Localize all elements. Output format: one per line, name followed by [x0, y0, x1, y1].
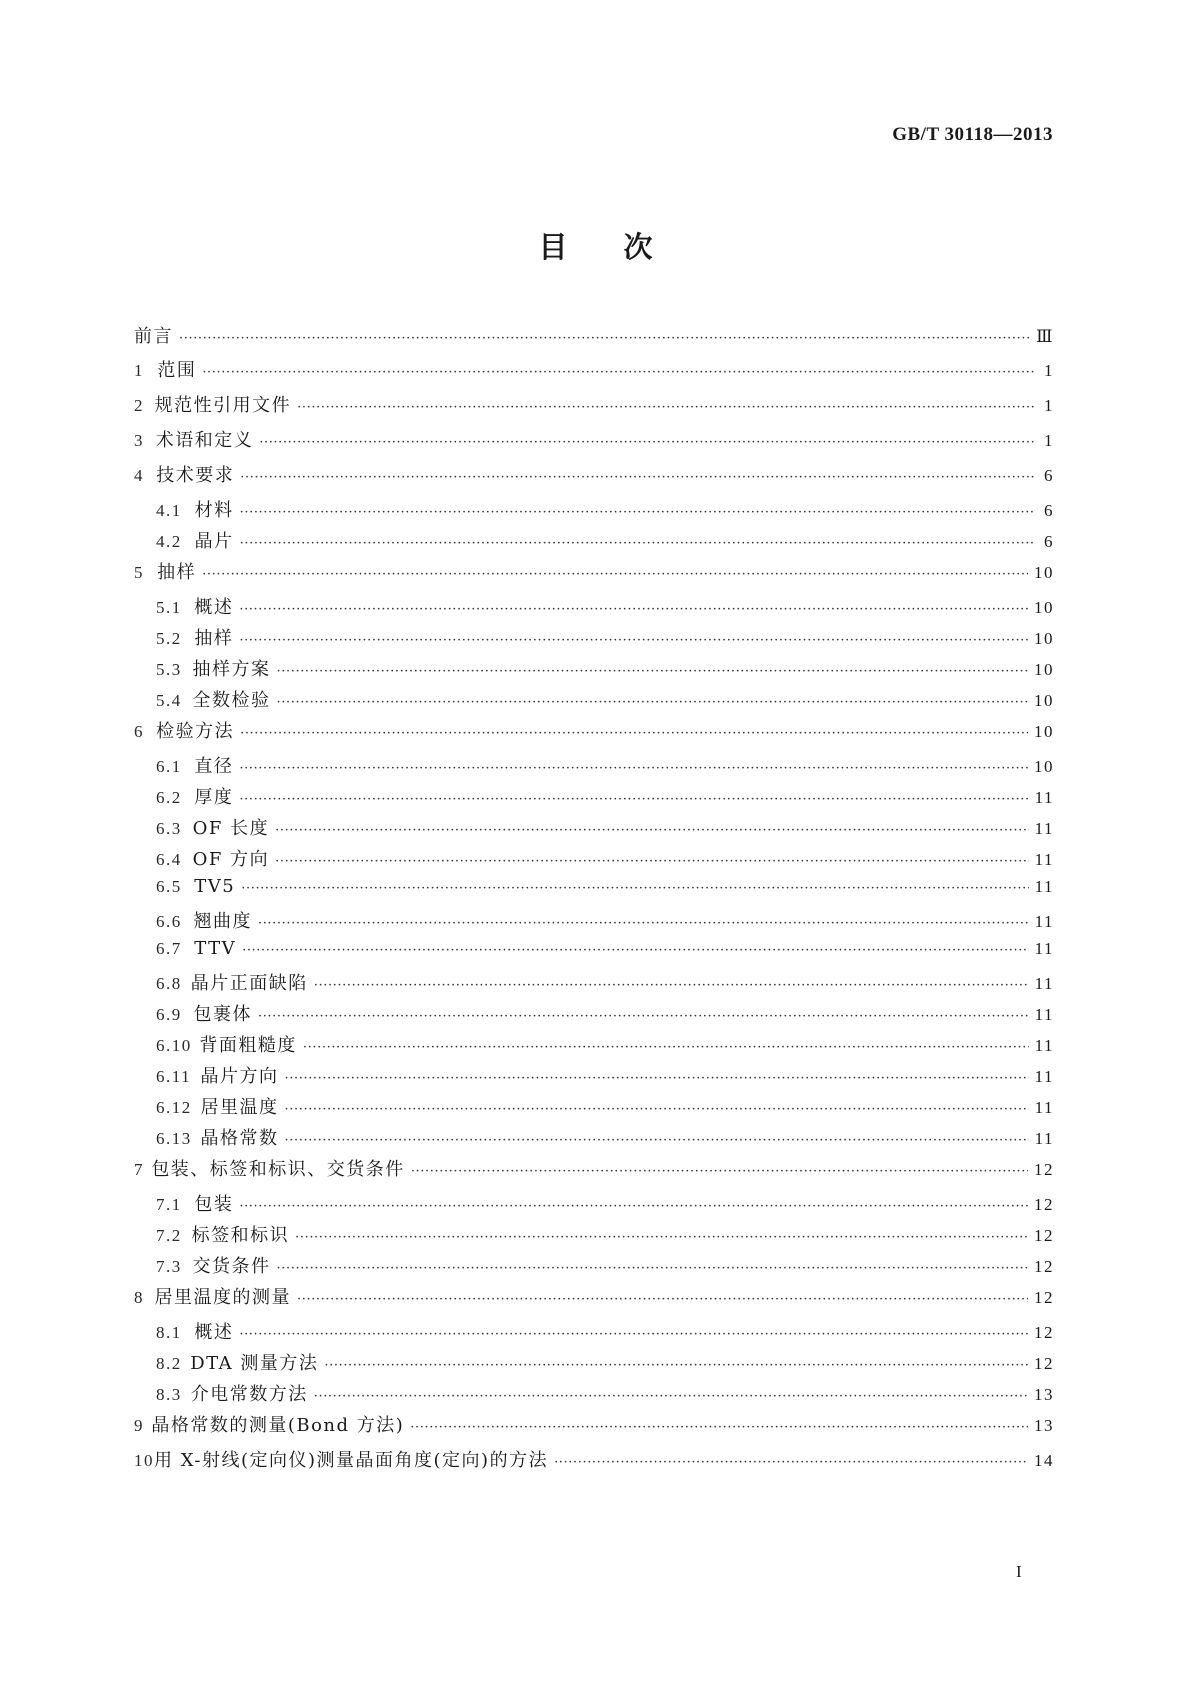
toc-entry-title: 晶片: [194, 531, 234, 552]
toc-entry[interactable]: [134, 558, 1054, 593]
dot-leader: [303, 1040, 1029, 1055]
dot-leader: [239, 761, 1028, 776]
toc-entry-number: 7.1: [156, 1195, 182, 1214]
toc-entry-number: 5: [134, 563, 144, 582]
dot-leader: [410, 1420, 1028, 1435]
toc-entry-number: 5.2: [156, 629, 182, 648]
dot-leader: [202, 567, 1028, 582]
toc-entry-page: 10: [1034, 691, 1054, 710]
toc-entry-page: 12: [1034, 1288, 1054, 1307]
dot-leader: [285, 1102, 1029, 1117]
toc-entry-title: 抽样: [157, 562, 197, 583]
toc-entry-title: 前言: [134, 326, 173, 347]
toc-entry-title: 包裹体: [193, 1004, 252, 1025]
toc-entry-number: 8: [134, 1288, 144, 1307]
toc-entry[interactable]: [134, 1124, 1054, 1155]
dot-leader: [179, 331, 1030, 346]
toc-entry[interactable]: [134, 1190, 1054, 1221]
toc-entry-page: 11: [1034, 850, 1054, 869]
toc-entry-title: 规范性引用文件: [154, 395, 292, 416]
toc-entry-page: 12: [1034, 1195, 1054, 1214]
toc-entry-page: 14: [1034, 1451, 1054, 1470]
toc-entry-page: 1: [1044, 361, 1054, 380]
dot-leader: [240, 470, 1034, 485]
toc-entry-title: DTA 测量方法: [190, 1353, 319, 1374]
toc-entry-number: 6.7: [156, 939, 182, 958]
toc-entry-page: 12: [1034, 1354, 1054, 1373]
dot-leader: [258, 1009, 1029, 1024]
toc-entry-number: 6.2: [156, 788, 182, 807]
toc-entry[interactable]: [134, 1155, 1054, 1190]
toc-entry-title: 直径: [194, 756, 234, 777]
toc-entry[interactable]: [134, 593, 1054, 624]
toc-entry-page: 1: [1044, 396, 1054, 415]
dot-leader: [324, 1358, 1028, 1373]
toc-entry-number: 4: [134, 466, 144, 485]
toc-entry-number: 9: [134, 1416, 144, 1435]
toc-entry-title: 标签和标识: [191, 1225, 290, 1246]
toc-entry[interactable]: [134, 426, 1054, 461]
toc-entry-title: 晶格常数的测量(Bond 方法): [151, 1415, 405, 1436]
toc-entry-number: 8.1: [156, 1323, 182, 1342]
toc-entry[interactable]: [134, 845, 1054, 876]
toc-entry-title: 材料: [194, 500, 234, 521]
toc-entry-number: 6.6: [156, 912, 182, 931]
toc-entry-title: TV5: [194, 876, 236, 897]
toc-entry[interactable]: [134, 1093, 1054, 1124]
toc-entry-page: Ⅲ: [1036, 327, 1054, 346]
toc-entry-title: 居里温度的测量: [154, 1287, 291, 1308]
dot-leader: [239, 602, 1028, 617]
toc-entry[interactable]: [134, 1221, 1054, 1252]
dot-leader: [241, 881, 1028, 896]
toc-entry-page: 10: [1034, 660, 1054, 679]
toc-entry-number: 8.3: [156, 1385, 182, 1404]
dot-leader: [277, 664, 1028, 679]
toc-entry-number: 5.1: [156, 598, 182, 617]
toc-entry-number: 6.11: [156, 1067, 192, 1086]
toc-entry-page: 11: [1034, 1067, 1054, 1086]
toc-entry[interactable]: [134, 322, 1054, 356]
standard-code: GB/T 30118—2013: [892, 124, 1053, 145]
toc-entry-number: 5.4: [156, 691, 182, 710]
toc-entry-title: 翘曲度: [193, 911, 252, 932]
toc-entry-number: 7.3: [156, 1257, 182, 1276]
dot-leader: [240, 505, 1034, 520]
toc-entry-number: 2: [134, 396, 144, 415]
toc-entry[interactable]: [134, 876, 1054, 907]
toc-entry-page: 10: [1034, 629, 1054, 648]
toc-entry-page: 6: [1044, 532, 1054, 551]
toc-entry-title: 晶格常数: [200, 1128, 279, 1149]
dot-leader: [239, 1199, 1028, 1214]
toc-entry-number: 7: [134, 1160, 144, 1179]
toc-entry-page: 1: [1044, 431, 1054, 450]
toc-entry-page: 10: [1034, 598, 1054, 617]
toc-entry-page: 11: [1034, 939, 1054, 958]
toc-entry-title: 晶片正面缺陷: [190, 973, 308, 994]
toc-entry-number: 10: [134, 1451, 154, 1470]
toc-entry-number: 6.10: [156, 1036, 192, 1055]
toc-entry-page: 10: [1034, 722, 1054, 741]
toc-entry-page: 11: [1034, 1036, 1054, 1055]
toc-entry-page: 11: [1034, 912, 1054, 931]
toc-entry-title: 用 X-射线(定向仪)测量晶面角度(定向)的方法: [154, 1450, 549, 1471]
toc-entry-number: 6.8: [156, 974, 182, 993]
toc-entry-page: 6: [1044, 501, 1054, 520]
toc-entry-number: 6.4: [156, 850, 182, 869]
toc-entry[interactable]: [134, 391, 1054, 426]
toc-entry-title: 技术要求: [156, 465, 235, 486]
toc-entry-page: 10: [1034, 757, 1054, 776]
toc-entry-page: 11: [1034, 819, 1054, 838]
toc-entry[interactable]: [134, 1000, 1054, 1031]
toc-entry-title: 介电常数方法: [190, 1384, 308, 1405]
toc-entry-page: 12: [1034, 1257, 1054, 1276]
dot-leader: [239, 1327, 1028, 1342]
toc-entry-title: 晶片方向: [200, 1066, 279, 1087]
dot-leader: [242, 943, 1029, 958]
dot-leader: [295, 1230, 1028, 1245]
dot-leader: [275, 823, 1029, 838]
toc-entry-number: 6.12: [156, 1098, 192, 1117]
toc-entry[interactable]: [134, 624, 1054, 655]
toc-entry[interactable]: [134, 1349, 1054, 1380]
toc-entry[interactable]: [134, 1283, 1054, 1318]
dot-leader: [240, 726, 1028, 741]
toc-entry-title: 概述: [194, 597, 234, 618]
toc-entry[interactable]: [134, 356, 1054, 391]
dot-leader: [239, 633, 1028, 648]
dot-leader: [202, 365, 1034, 380]
toc-entry[interactable]: [134, 814, 1054, 845]
toc-entry-title: 背面粗糙度: [199, 1035, 297, 1056]
table-of-contents: [134, 322, 1054, 1481]
dot-leader: [285, 1133, 1029, 1148]
toc-entry-title: 检验方法: [156, 721, 235, 742]
dot-leader: [314, 1389, 1028, 1404]
toc-entry-title: 抽样方案: [192, 659, 271, 680]
toc-entry[interactable]: [134, 686, 1054, 717]
toc-entry-title: OF 方向: [192, 849, 270, 870]
dot-leader: [297, 400, 1034, 415]
toc-entry[interactable]: [134, 907, 1054, 938]
toc-entry[interactable]: [134, 1446, 1054, 1481]
toc-entry[interactable]: [134, 1252, 1054, 1283]
toc-entry-number: 3: [134, 431, 144, 450]
toc-entry-title: 范围: [157, 360, 197, 381]
toc-entry[interactable]: [134, 527, 1054, 558]
toc-entry-page: 12: [1034, 1160, 1054, 1179]
dot-leader: [314, 978, 1029, 993]
dot-leader: [297, 1292, 1028, 1307]
toc-entry-title: OF 长度: [192, 818, 270, 839]
toc-entry-number: 7.2: [156, 1226, 182, 1245]
toc-entry-title: 居里温度: [200, 1097, 279, 1118]
toc-entry-number: 4.1: [156, 501, 182, 520]
toc-entry-page: 13: [1034, 1385, 1054, 1404]
toc-entry[interactable]: [134, 1031, 1054, 1062]
toc-entry[interactable]: [134, 938, 1054, 969]
toc-entry-title: 抽样: [194, 628, 234, 649]
toc-entry-page: 11: [1034, 1129, 1054, 1148]
toc-entry-page: 11: [1034, 1005, 1054, 1024]
toc-entry[interactable]: [134, 717, 1054, 752]
toc-entry-number: 6: [134, 722, 144, 741]
dot-leader: [275, 854, 1029, 869]
toc-entry-title: 厚度: [194, 787, 234, 808]
toc-entry-title: 包装、标签和标识、交货条件: [151, 1159, 405, 1180]
toc-entry-title: 术语和定义: [155, 430, 254, 451]
dot-leader: [239, 792, 1028, 807]
dot-leader: [258, 916, 1029, 931]
toc-entry-number: 6.13: [156, 1129, 192, 1148]
toc-entry-number: 8.2: [156, 1354, 182, 1373]
dot-leader: [554, 1455, 1028, 1470]
toc-entry-page: 12: [1034, 1226, 1054, 1245]
toc-entry-page: 11: [1034, 1098, 1054, 1117]
toc-entry-page: 10: [1034, 563, 1054, 582]
dot-leader: [411, 1164, 1028, 1179]
toc-entry[interactable]: [134, 1062, 1054, 1093]
toc-entry[interactable]: [134, 969, 1054, 1000]
page-number: I: [1016, 1562, 1022, 1581]
toc-entry[interactable]: [134, 461, 1054, 496]
toc-entry-title: TTV: [194, 938, 237, 959]
toc-entry[interactable]: [134, 1411, 1054, 1446]
dot-leader: [277, 695, 1028, 710]
toc-entry[interactable]: [134, 655, 1054, 686]
toc-entry-title: 概述: [194, 1322, 234, 1343]
toc-entry-title: 全数检验: [192, 690, 271, 711]
toc-entry-page: 12: [1034, 1323, 1054, 1342]
toc-entry-title: 包装: [194, 1194, 234, 1215]
dot-leader: [285, 1071, 1029, 1086]
toc-entry-page: 11: [1034, 788, 1054, 807]
toc-entry-number: 6.3: [156, 819, 182, 838]
dot-leader: [277, 1261, 1028, 1276]
page-title: 目次: [538, 230, 709, 264]
toc-entry[interactable]: [134, 1318, 1054, 1349]
toc-entry-page: 11: [1034, 877, 1054, 896]
toc-entry-title: 交货条件: [192, 1256, 271, 1277]
toc-entry[interactable]: [134, 783, 1054, 814]
toc-entry-number: 1: [134, 361, 144, 380]
toc-entry-number: 6.5: [156, 877, 182, 896]
toc-entry-number: 5.3: [156, 660, 182, 679]
toc-entry[interactable]: [134, 752, 1054, 783]
dot-leader: [240, 536, 1034, 551]
toc-entry-number: 6.9: [156, 1005, 182, 1024]
toc-entry[interactable]: [134, 496, 1054, 527]
toc-entry-number: 6.1: [156, 757, 182, 776]
toc-entry-page: 11: [1034, 974, 1054, 993]
toc-entry-number: 4.2: [156, 532, 182, 551]
dot-leader: [259, 435, 1034, 450]
toc-entry[interactable]: [134, 1380, 1054, 1411]
toc-entry-page: 6: [1044, 466, 1054, 485]
toc-entry-page: 13: [1034, 1416, 1054, 1435]
